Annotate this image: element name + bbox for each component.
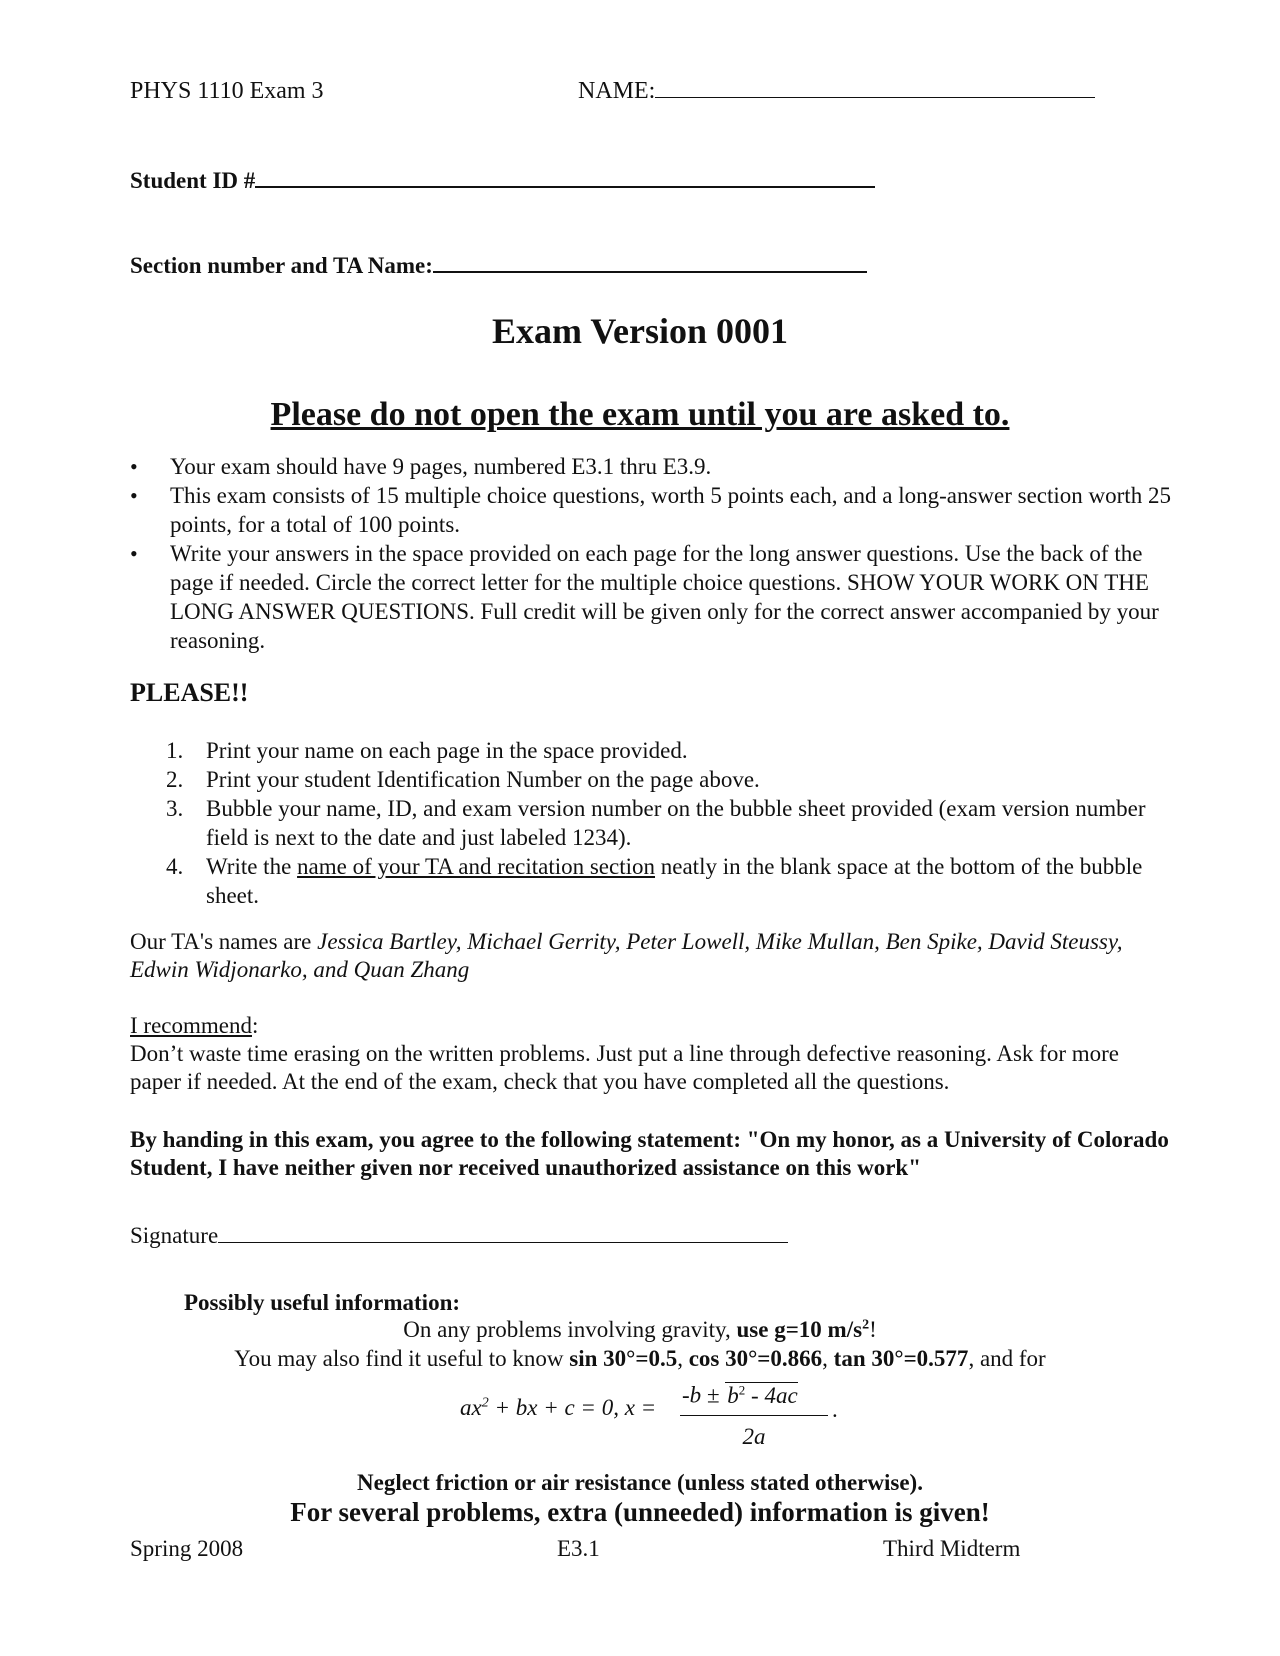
footer-page-number: E3.1 [557,1536,600,1561]
extra-info-note: For several problems, extra (unneeded) information is given! [290,1497,990,1527]
do-not-open-warning: Please do not open the exam until you are asked to. [270,396,1010,433]
ta-section-emphasis: name of your TA and recitation section [297,854,656,879]
name-label: NAME: [578,78,656,104]
recommend-heading: I recommend: [130,1013,259,1038]
info-heading: Possibly useful information: [184,1290,461,1315]
student-id-label: Student ID # [130,168,256,193]
exam-version-title: Exam Version 0001 [491,311,789,351]
step-2: 2. Print your student Identification Number on the page above. [166,767,760,792]
formula-lhs: $ax^2$ + bx + c = 0, x = [460,1395,657,1420]
section-label: Section number and TA Name: [130,253,433,278]
fraction-denominator: 2a [742,1424,766,1449]
footer-term: Spring 2008 [130,1536,244,1561]
please-heading: PLEASE!! [130,678,249,707]
gravity-line: On any problems involving gravity, use g=10 $m/s^2$! [403,1317,877,1342]
student-id-blank [255,185,875,188]
bullet-icon: • [130,454,138,479]
honor-statement: By handing in this exam, you agree to the following statement: "On my honor, as a University of Colorado Student, I have neither given nor received unauthorized assistance on this work" [130,1127,1169,1180]
friction-note: Neglect friction or air resistance (unless stated otherwise). [357,1470,923,1495]
recommend-text: Don’t waste time erasing on the written problems. Just put a line through defective reasoning. Ask for more paper if needed. At the end of the exam, check that you have completed all the questions. [130,1041,1119,1094]
instruction-bullet-3: • Write your answers in the space provided on each page for the long answer questions. Use the back of the page if needed. Circle the correct letter for the multiple choice questions. SHOW YOUR WORK ON THE LONG ANSWER QUESTIONS. Full credit will be given only for the correct answer accompanied by your reasoning. [130,541,1159,653]
formula-period: . [832,1397,838,1422]
instruction-bullet-1: • Your exam should have 9 pages, numbered E3.1 thru E3.9. [130,454,712,479]
ta-names: Jessica Bartley, Michael Gerrity, Peter Lowell, Mike Mullan, Ben Spike, David Steussy, Edwin Widjonarko, and Quan Zhang [130,929,1123,982]
quadratic-fraction [680,1380,830,1458]
section-field[interactable] [130,253,867,279]
name-blank [655,96,1095,98]
bullet-icon: • [130,541,138,566]
section-blank [433,270,867,273]
student-id-field[interactable] [130,168,875,194]
name-field[interactable] [578,78,1095,105]
bullet-icon: • [130,483,138,508]
fraction-bar [680,1415,828,1416]
step-4: 4. Write the name of your TA and recitation section neatly in the blank space at the bottom of the bubble sheet. [166,854,1143,908]
course-label: PHYS 1110 Exam 3 [130,78,324,104]
step-1: 1. Print your name on each page in the space provided. [166,738,688,763]
ta-names-paragraph: Our TA's names are Jessica Bartley, Michael Gerrity, Peter Lowell, Mike Mullan, Ben Spike, David Steussy, Edwin Widjonarko, and Quan Zhang [130,929,1123,982]
fraction-numerator: $-b \pm b^2 - 4ac$ [682,1382,798,1408]
step-3: 3. Bubble your name, ID, and exam version number on the bubble sheet provided (exam version number field is next to the date and just labeled 1234). [166,796,1146,850]
instruction-bullet-2: • This exam consists of 15 multiple choice questions, worth 5 points each, and a long-answer section worth 25 points, for a total of 100 points. [130,483,1171,537]
signature-label: Signature [130,1223,219,1248]
trig-line: You may also find it useful to know sin 30°=0.5, cos 30°=0.866, tan 30°=0.577, and for [234,1346,1046,1371]
signature-blank [218,1241,788,1243]
sqrt-radicand: $b^2 - 4ac$ [727,1382,798,1408]
signature-field[interactable] [130,1223,788,1249]
footer-exam-name: Third Midterm [883,1536,1021,1561]
